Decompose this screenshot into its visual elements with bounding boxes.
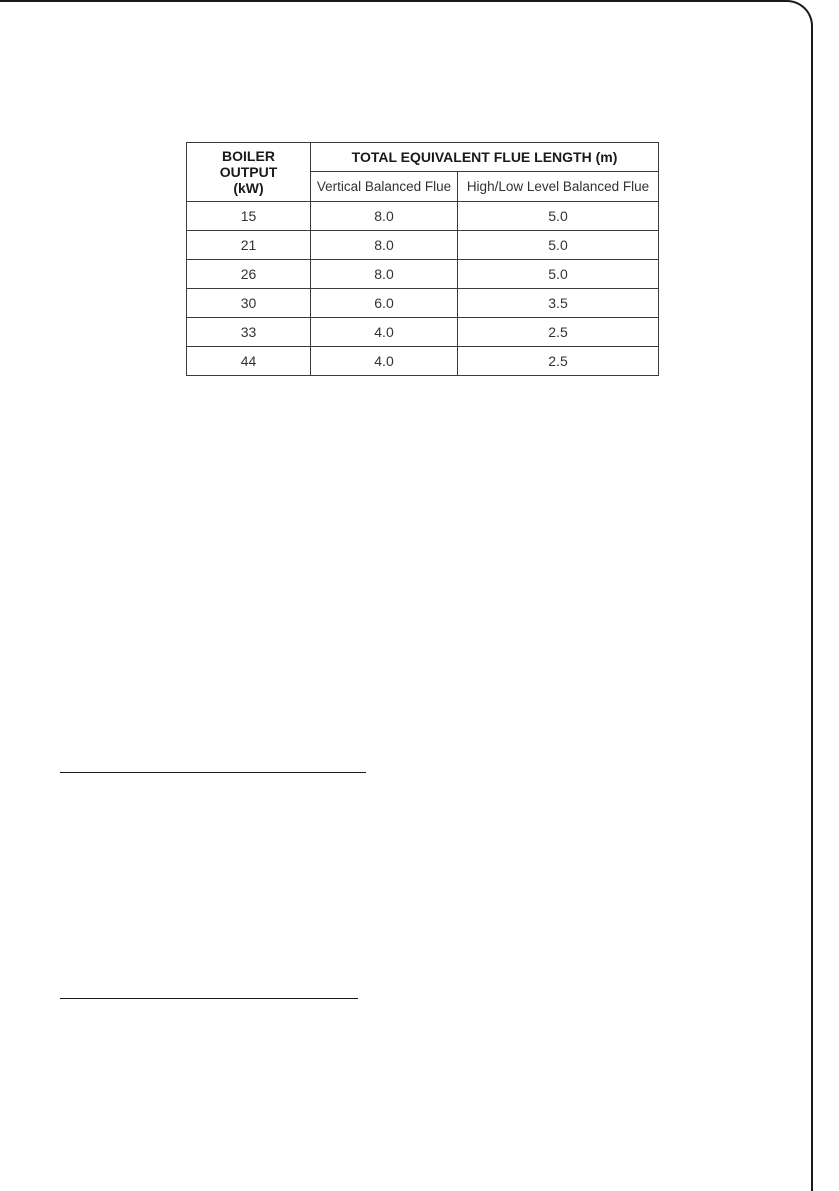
table-row [187,202,659,231]
section-underline-rule [60,998,358,999]
table-row [187,318,659,347]
high-low-flue-header: High/Low Level Balanced Flue [458,172,659,202]
vertical-cell: 8.0 [311,202,458,231]
high-low-cell: 5.0 [458,202,659,231]
high-low-cell: 2.5 [458,318,659,347]
output-cell: 44 [187,347,311,376]
boiler-output-header [187,143,311,202]
table-row [187,347,659,376]
vertical-flue-header: Vertical Balanced Flue [311,172,458,202]
output-cell: 15 [187,202,311,231]
vertical-cell: 6.0 [311,289,458,318]
table-row [187,231,659,260]
output-cell: 30 [187,289,311,318]
high-low-cell: 2.5 [458,347,659,376]
table-row [187,260,659,289]
vertical-cell: 8.0 [311,231,458,260]
table-row [187,289,659,318]
output-cell: 33 [187,318,311,347]
output-cell: 21 [187,231,311,260]
high-low-cell: 3.5 [458,289,659,318]
vertical-cell: 4.0 [311,318,458,347]
high-low-cell: 5.0 [458,260,659,289]
high-low-cell: 5.0 [458,231,659,260]
boiler-header-line-1: BOILER [222,148,275,164]
vertical-cell: 4.0 [311,347,458,376]
table-header-row [187,143,659,172]
boiler-header-line-3: (kW) [233,180,264,196]
boiler-header-line-2: OUTPUT [219,164,278,180]
vertical-cell: 8.0 [311,260,458,289]
section-underline-rule [60,772,366,773]
flue-length-group-header: TOTAL EQUIVALENT FLUE LENGTH (m) [311,143,659,172]
flue-length-table [186,142,659,376]
output-cell: 26 [187,260,311,289]
